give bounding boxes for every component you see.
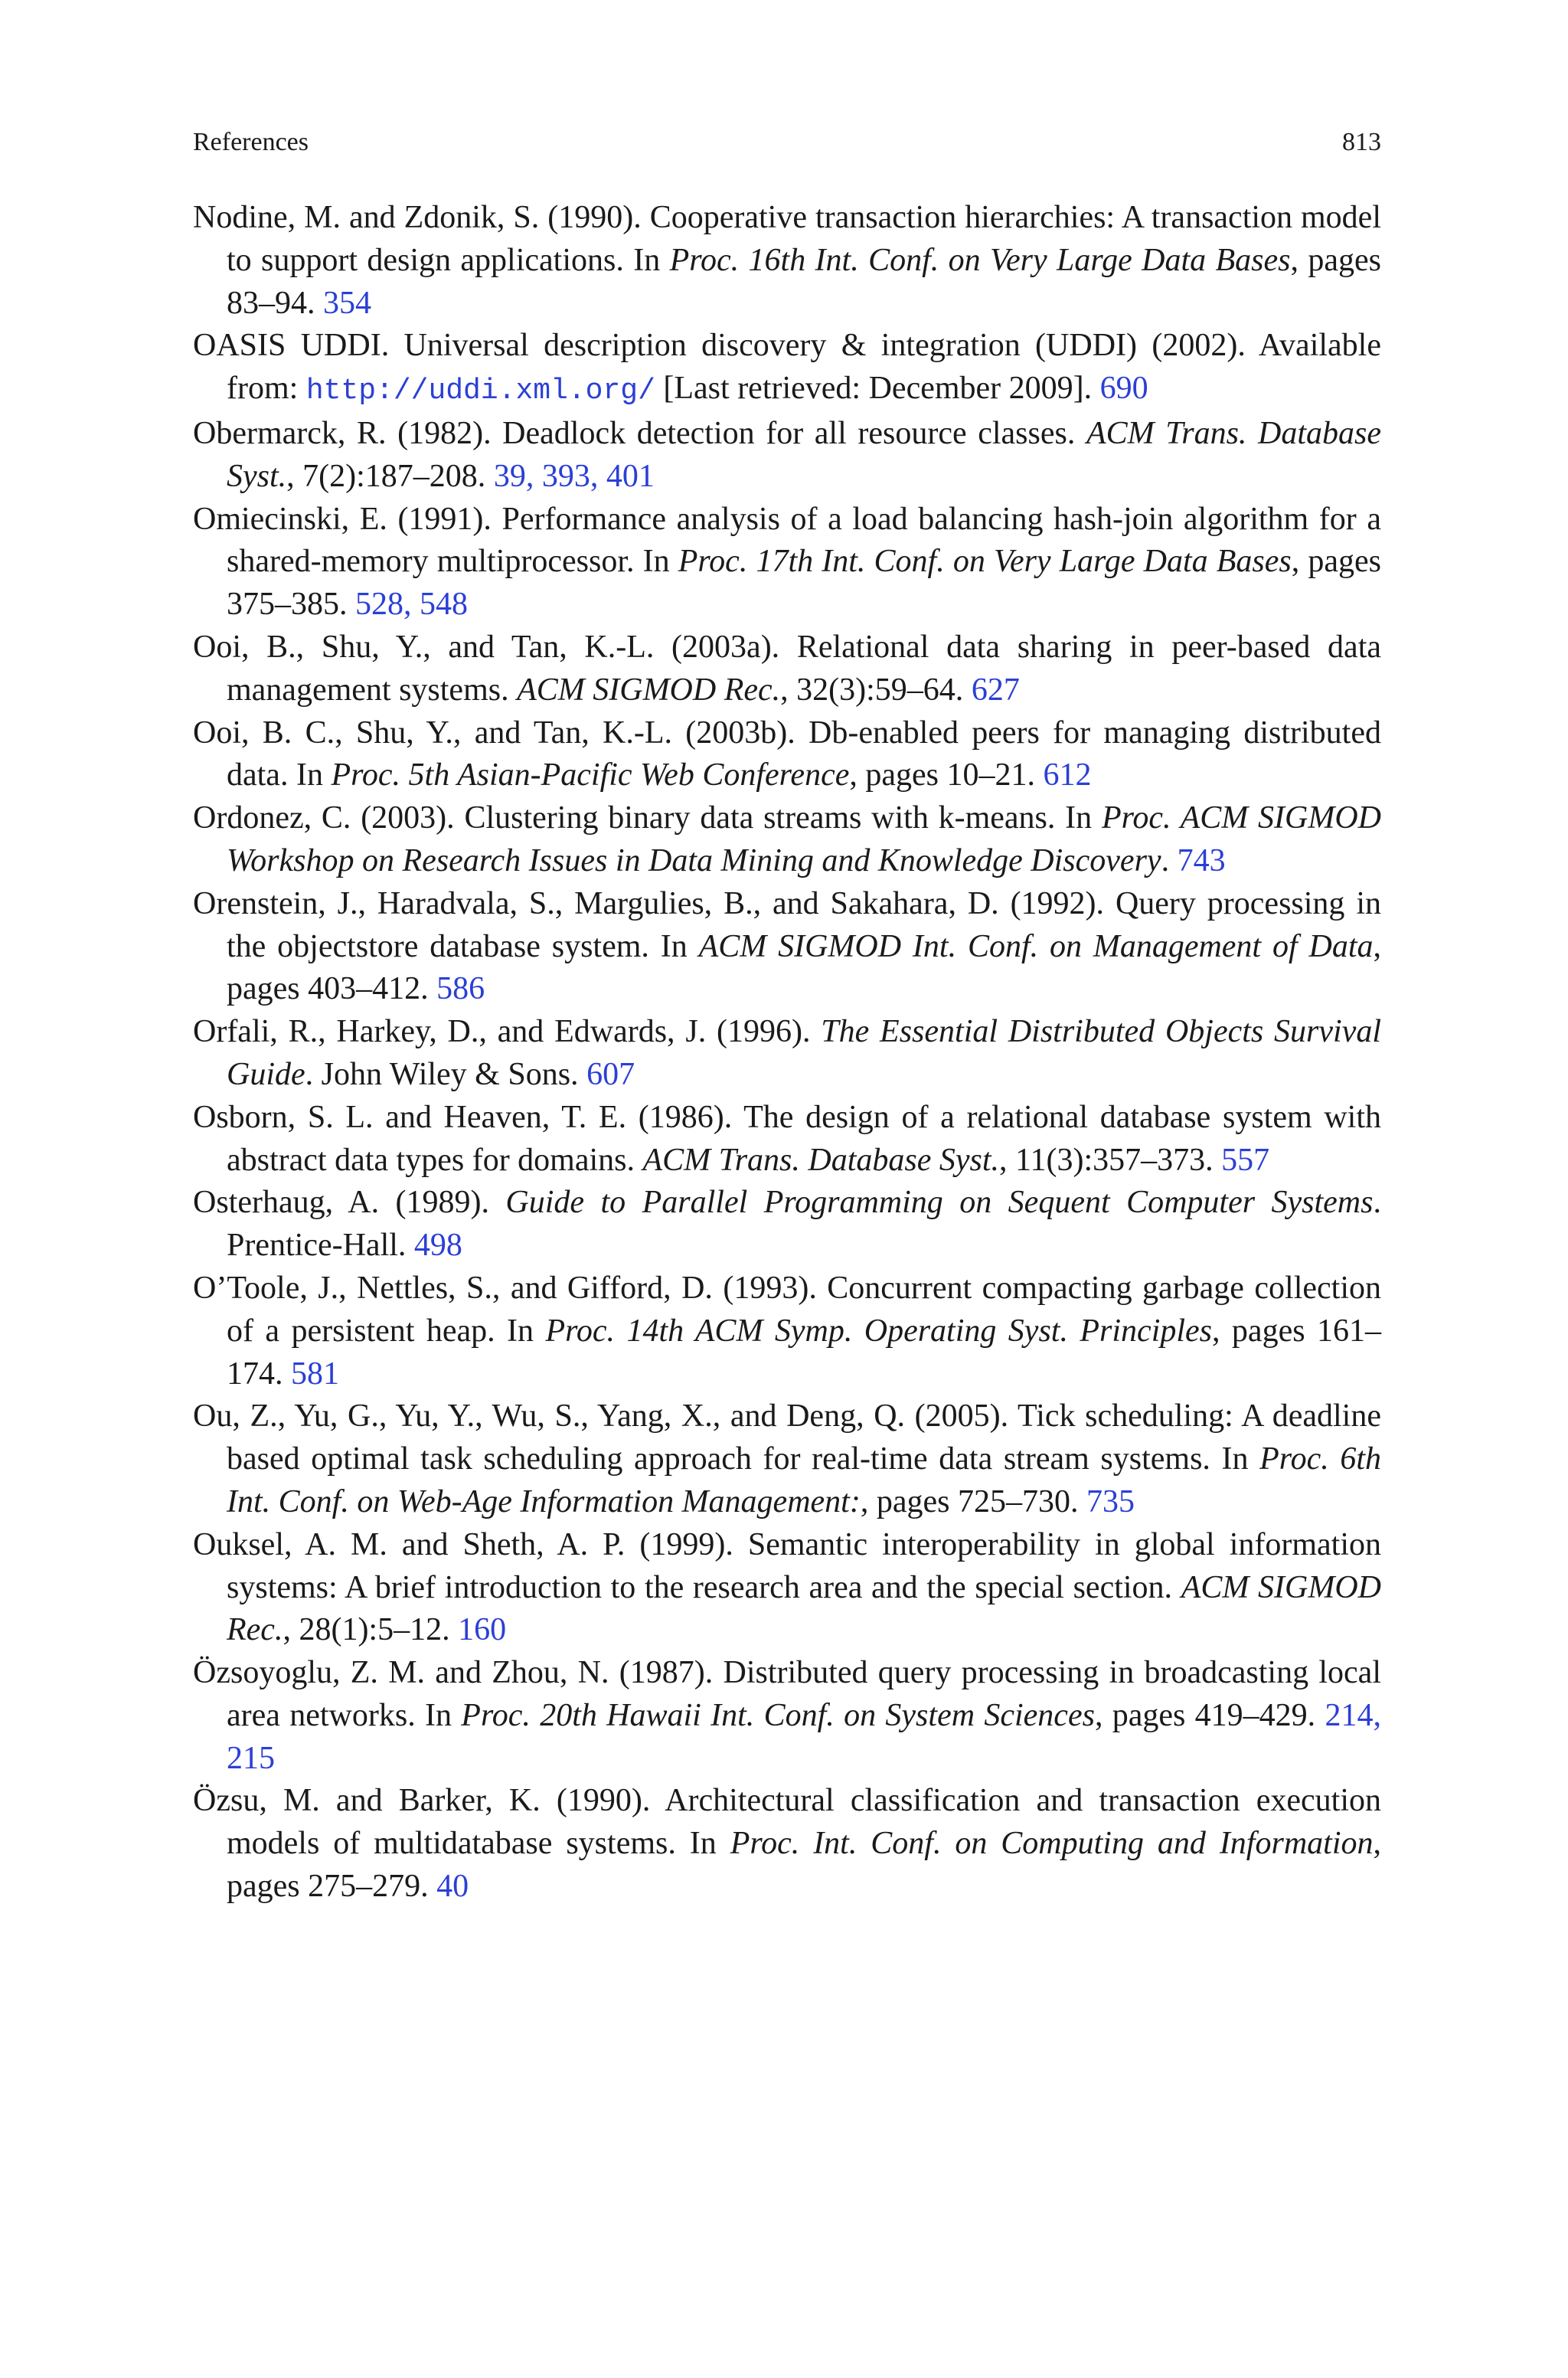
reference-text: Osborn, S. L. and Heaven, T. E. (1986). The design of a relational database system with abstract data types for domains. xyxy=(193,1099,1381,1178)
page-backref-link[interactable]: 528, 548 xyxy=(355,587,468,623)
reference-text: Ooi, B. C., Shu, Y., and Tan, K.-L. (2003b). Db-enabled peers for managing distributed data. In xyxy=(193,715,1381,793)
reference-entry xyxy=(193,1268,1381,1395)
reference-text: . Prentice-Hall. xyxy=(227,1185,1381,1264)
page-backref-link[interactable]: 557 xyxy=(1221,1142,1270,1178)
reference-entry xyxy=(193,197,1381,325)
reference-text: O’Toole, J., Nettles, S., and Gifford, D. (1993). Concurrent compacting garbage collection of a persistent heap. In xyxy=(193,1270,1381,1349)
reference-entry xyxy=(193,1097,1381,1182)
page-backref-link[interactable]: 743 xyxy=(1177,842,1226,878)
reference-text: Ooi, B., Shu, Y., and Tan, K.-L. (2003a). Relational data sharing in peer-based data management systems. xyxy=(193,629,1381,708)
reference-text: Özsoyoglu, Z. M. and Zhou, N. (1987). Distributed query processing in broadcasting local area networks. In xyxy=(193,1655,1381,1733)
reference-entry xyxy=(193,1524,1381,1652)
book-page xyxy=(193,0,1381,2378)
reference-venue: Proc. 5th Asian-Pacific Web Conference xyxy=(331,757,850,793)
reference-entry xyxy=(193,883,1381,1011)
reference-venue: ACM SIGMOD Int. Conf. on Management of Data xyxy=(698,928,1374,964)
reference-list xyxy=(193,197,1381,1909)
reference-text: Osterhaug, A. (1989). xyxy=(193,1185,506,1221)
reference-text: OASIS UDDI. Universal description discovery & integration (UDDI) (2002). Available from: xyxy=(193,328,1381,407)
reference-text: , pages 83–94. xyxy=(227,242,1381,321)
reference-entry xyxy=(193,1395,1381,1523)
reference-venue: Proc. Int. Conf. on Computing and Information xyxy=(730,1826,1374,1862)
reference-venue: Proc. 20th Hawaii Int. Conf. on System Sciences xyxy=(461,1697,1095,1733)
reference-venue: ACM Trans. Database Syst. xyxy=(227,415,1382,494)
reference-text: Ou, Z., Yu, G., Yu, Y., Wu, S., Yang, X., and Deng, Q. (2005). Tick scheduling: A deadline based optimal task scheduling approach for real-time data stream systems. In xyxy=(193,1398,1381,1477)
reference-text: , pages 725–730. xyxy=(860,1483,1086,1519)
reference-venue: Proc. 16th Int. Conf. on Very Large Data Bases xyxy=(669,242,1291,278)
reference-venue: Proc. 14th ACM Symp. Operating Syst. Principles xyxy=(545,1313,1213,1349)
page-backref-link[interactable]: 354 xyxy=(323,285,371,321)
page-number: 813 xyxy=(1342,128,1381,156)
reference-entry xyxy=(193,797,1381,883)
reference-entry xyxy=(193,1652,1381,1780)
reference-entry xyxy=(193,499,1381,626)
reference-venue: ACM SIGMOD Rec. xyxy=(517,672,781,708)
reference-venue: Proc. ACM SIGMOD Workshop on Research Issues in Data Mining and Knowledge Discovery xyxy=(227,800,1381,878)
reference-venue: The Essential Distributed Objects Survival Guide xyxy=(227,1014,1382,1092)
reference-text: , pages 419–429. xyxy=(1094,1697,1325,1733)
reference-venue: Proc. 17th Int. Conf. on Very Large Data Bases xyxy=(678,544,1292,580)
reference-text: , pages 161–174. xyxy=(227,1313,1381,1392)
reference-text: Ordonez, C. (2003). Clustering binary data streams with k-means. In xyxy=(193,800,1102,836)
reference-entry xyxy=(193,413,1381,499)
page-backref-link[interactable]: 586 xyxy=(436,971,485,1007)
reference-entry xyxy=(193,626,1381,712)
reference-text: . xyxy=(1161,842,1178,878)
reference-text: , pages 275–279. xyxy=(227,1826,1381,1905)
reference-entry xyxy=(193,325,1381,413)
page-backref-link[interactable]: 581 xyxy=(291,1356,339,1392)
reference-text: , 32(3):59–64. xyxy=(780,672,972,708)
reference-text: Özsu, M. and Barker, K. (1990). Architectural classification and transaction execution models of multidatabase systems. In xyxy=(193,1783,1381,1862)
reference-text: , pages 10–21. xyxy=(849,757,1044,793)
reference-text: Orfali, R., Harkey, D., and Edwards, J. (1996). xyxy=(193,1014,822,1050)
reference-entry xyxy=(193,1780,1381,1908)
reference-text: , 11(3):357–373. xyxy=(999,1142,1222,1178)
reference-venue: Guide to Parallel Programming on Sequent Computer Systems xyxy=(505,1185,1374,1221)
reference-text: , 28(1):5–12. xyxy=(283,1612,459,1648)
reference-text: , pages 403–412. xyxy=(227,928,1381,1007)
page-backref-link[interactable]: 40 xyxy=(436,1869,469,1905)
page-backref-link[interactable]: 735 xyxy=(1086,1483,1135,1519)
reference-text: , 7(2):187–208. xyxy=(286,458,494,494)
page-backref-link[interactable]: 214, 215 xyxy=(227,1697,1381,1776)
reference-text: Nodine, M. and Zdonik, S. (1990). Cooperative transaction hierarchies: A transaction model to support design applications. In xyxy=(193,200,1381,278)
reference-entry xyxy=(193,712,1381,798)
reference-text: Orenstein, J., Haradvala, S., Margulies, B., and Sakahara, D. (1992). Query processing in the objectstore database system. In xyxy=(193,885,1381,964)
page-backref-link[interactable]: 39, 393, 401 xyxy=(493,458,655,494)
page-backref-link[interactable]: 627 xyxy=(971,672,1020,708)
reference-entry xyxy=(193,1182,1381,1268)
running-head-title: References xyxy=(193,128,309,156)
reference-text: , pages 375–385. xyxy=(227,544,1381,623)
reference-text: Obermarck, R. (1982). Deadlock detection for all resource classes. xyxy=(193,415,1086,451)
page-backref-link[interactable]: 498 xyxy=(413,1228,462,1264)
reference-entry xyxy=(193,1011,1381,1097)
page-backref-link[interactable]: 607 xyxy=(586,1056,635,1092)
page-backref-link[interactable]: 690 xyxy=(1099,371,1148,407)
reference-venue: ACM Trans. Database Syst. xyxy=(642,1142,1000,1178)
reference-venue: ACM SIGMOD Rec. xyxy=(227,1569,1382,1648)
reference-venue: Proc. 6th Int. Conf. on Web-Age Information Management: xyxy=(227,1441,1381,1519)
reference-url-link[interactable]: http://uddi.xml.org/ xyxy=(305,375,655,408)
page-backref-link[interactable]: 612 xyxy=(1043,757,1092,793)
reference-text: Ouksel, A. M. and Sheth, A. P. (1999). Semantic interoperability in global information systems: A brief introduction to the research area and the special section. xyxy=(193,1526,1381,1605)
reference-text: . John Wiley & Sons. xyxy=(305,1056,587,1092)
reference-text: [Last retrieved: December 2009]. xyxy=(655,371,1100,407)
page-backref-link[interactable]: 160 xyxy=(458,1612,507,1648)
reference-text: Omiecinski, E. (1991). Performance analysis of a load balancing hash-join algorithm for a shared-memory multiprocessor. In xyxy=(193,501,1381,580)
